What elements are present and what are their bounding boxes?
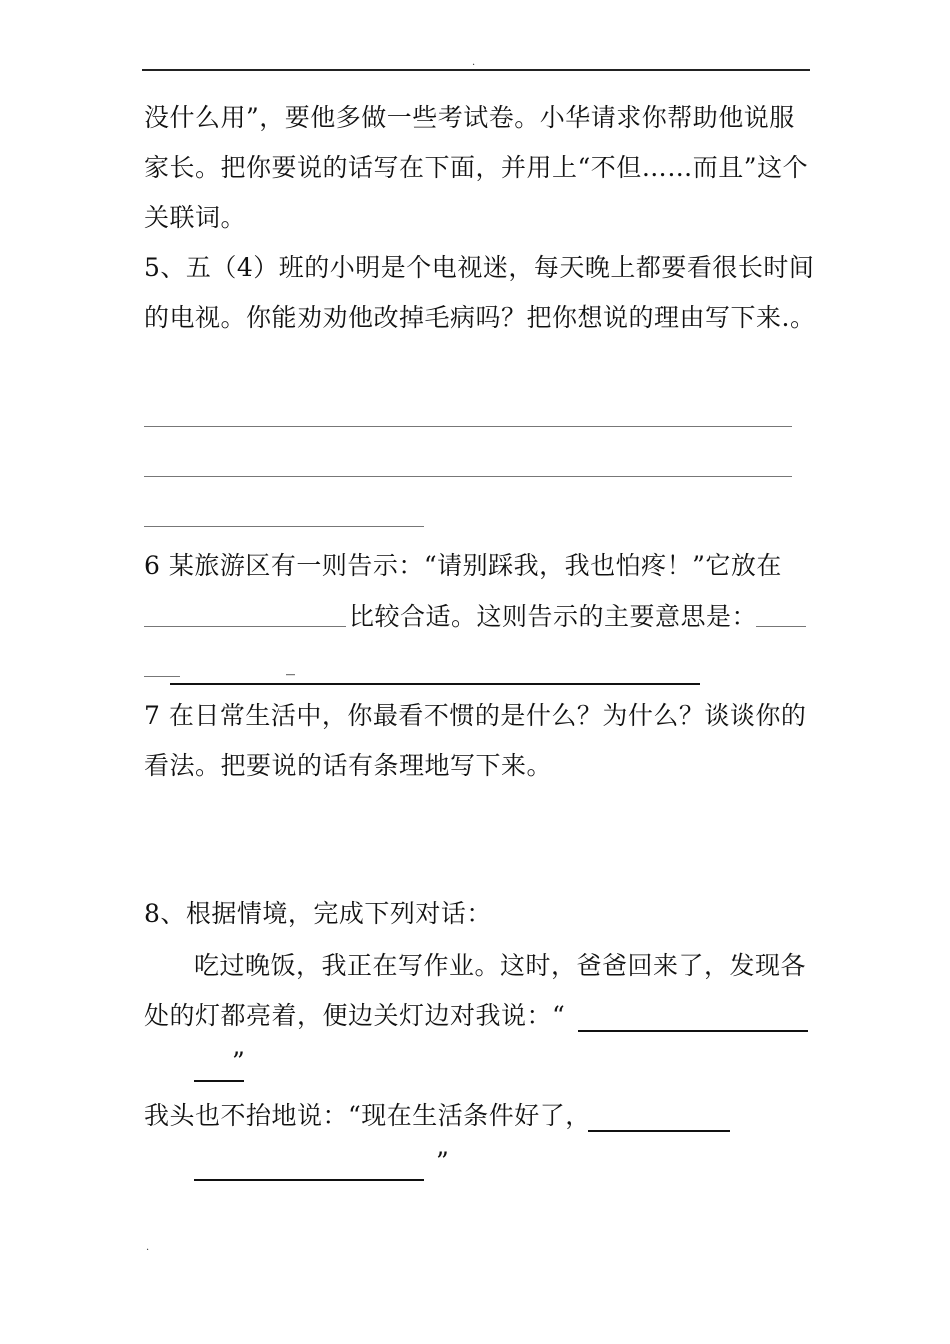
q4-line-1: 没什么用”，要他多做一些考试卷。小华请求你帮助他说服 [144,103,795,132]
answer-blank-q8-dad-cont[interactable] [194,1080,244,1082]
answer-blank-q6-location[interactable] [144,626,346,627]
answer-blank-q6-meaning-start[interactable] [756,626,806,627]
q5-line-1: 5、五（4）班的小明是个电视迷，每天晚上都要看很长时间 [144,253,815,282]
header-rule [142,69,810,71]
q8-para-2: 处的灯都亮着，便边关灯边对我说：“ [144,1001,566,1030]
q6-line-2-text: 比较合适。这则告示的主要意思是： [349,602,758,631]
q8-close-quote-1: ” [232,1047,246,1076]
answer-blank-q8-dad[interactable] [578,1030,808,1032]
answer-blank-q6-meaning[interactable] [170,683,700,685]
footer-mark: . [146,1242,150,1253]
q7-line-1: 7 在日常生活中，你最看不惯的是什么？为什么？谈谈你的 [144,701,807,730]
answer-blank-q5-2[interactable] [144,476,792,477]
q6-line-3-mark: _ [286,655,296,676]
q8-para-3: 我头也不抬地说：“现在生活条件好了， [144,1101,591,1130]
q4-line-3: 关联词。 [144,203,247,232]
header-mark: . [472,57,476,68]
answer-blank-q8-me-cont[interactable] [194,1179,424,1181]
q4-line-2: 家长。把你要说的话写在下面，并用上“不但……而且”这个 [144,153,809,182]
answer-blank-q6-meaning-short[interactable] [144,676,180,677]
q8-title: 8、根据情境，完成下列对话： [144,899,492,928]
q8-para-1: 吃过晚饭，我正在写作业。这时，爸爸回来了，发现各 [194,951,807,980]
q6-line-1: 6 某旅游区有一则告示：“请别踩我，我也怕疼！”它放在 [144,551,782,580]
q8-close-quote-2: ” [436,1147,450,1176]
answer-blank-q5-3[interactable] [144,526,424,527]
answer-blank-q5-1[interactable] [144,426,792,427]
q7-line-2: 看法。把要说的话有条理地写下来。 [144,751,553,780]
q5-line-2: 的电视。你能劝劝他改掉毛病吗？把你想说的理由写下来.。 [144,303,816,332]
answer-blank-q8-me[interactable] [588,1130,730,1132]
